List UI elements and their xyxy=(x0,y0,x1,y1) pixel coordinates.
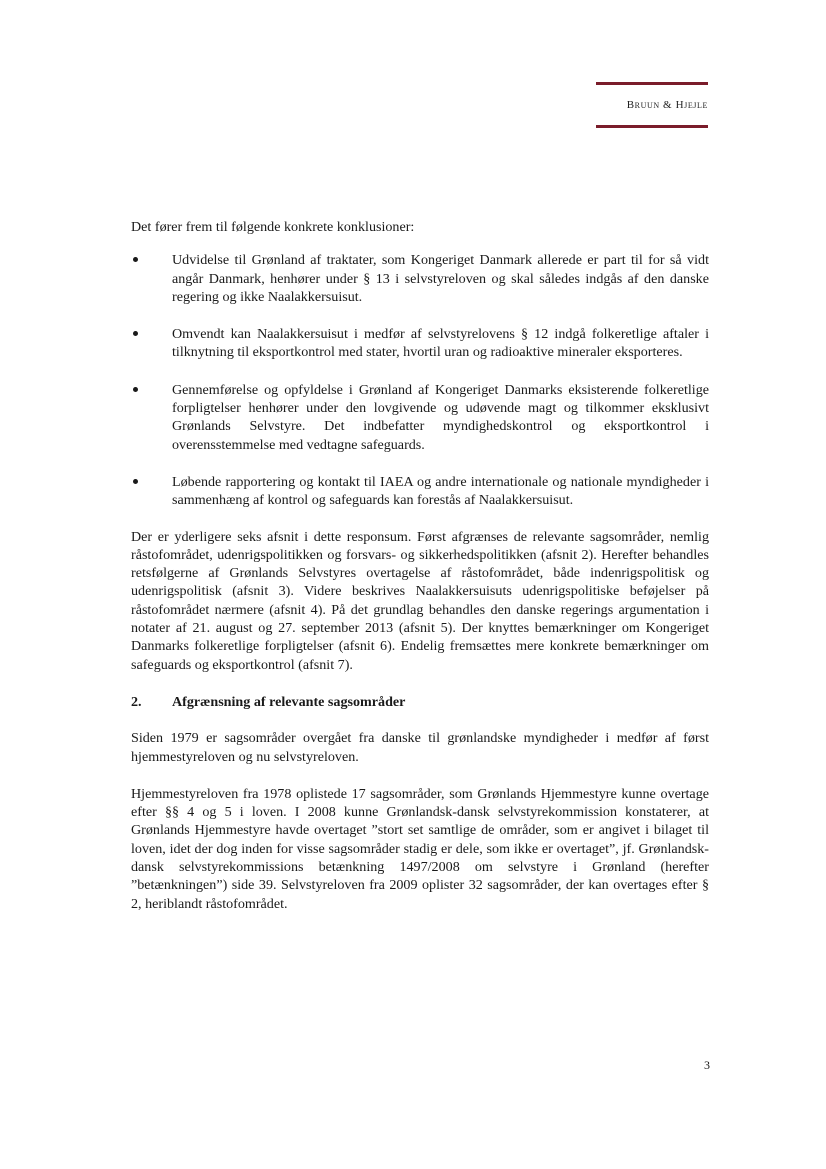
section-number: 2. xyxy=(131,693,142,710)
section-paragraph: Siden 1979 er sagsområder overgået fra danske til grønlandske myndigheder i medfør af først hjemmestyreloven og nu selvstyreloven. xyxy=(131,730,709,765)
conclusion-item: Gennemførelse og opfyldelse i Grønland af Kongeriget Danmarks eksisterende folkeretlige forpligtelser henhører under den lovgivende og udøvende magt og tilkommer eksklusivt Grønlands Selvstyre. Det indbefatter myndighedskontrol og eksportkontrol i overensstemmelse med vedtagne safeguards. xyxy=(131,381,709,454)
page-number: 3 xyxy=(704,1058,710,1072)
section-title: Afgrænsning af relevante sagsområder xyxy=(172,693,406,710)
letterhead-bottom-rule xyxy=(596,125,708,128)
conclusion-list xyxy=(131,251,709,509)
conclusion-item: Udvidelse til Grønland af traktater, som Kongeriget Danmark allerede er part til for så vidt angår Danmark, henhører under § 13 i selvstyreloven og skal således indgås af den danske regering og ikke Naalakkersuisut. xyxy=(131,251,709,306)
overview-paragraph: Der er yderligere seks afsnit i dette responsum. Først afgrænses de relevante sagsområder, nemlig råstofområdet, udenrigspolitikken og forsvars- og sikkerhedspolitikken (afsnit 2). Herefter behandles retsfølgerne af Grønlands Selvstyres overtagelse af råstofområdet, både indenrigspolitisk og udenrigspolitisk (afsnit 3). Videre beskrives Naalakkersuisuts udenrigspolitiske beføjelser på råstofområdet nærmere (afsnit 4). På det grundlag behandles den danske regerings argumentation i notater af 21. august og 27. september 2013 (afsnit 5). Der knyttes bemærkninger om Kongeriget Danmarks folkeretlige forpligtelser (afsnit 6). Endelig fremsættes mere konkrete bemærkninger om safeguards og eksportkontrol (afsnit 7). xyxy=(131,528,709,673)
letterhead xyxy=(596,82,708,128)
conclusion-item: Løbende rapportering og kontakt til IAEA og andre internationale og nationale myndigheder i sammenhæng af kontrol og safeguards kan forestås af Naalakkersuisut. xyxy=(131,473,709,510)
firm-name: Bruun & Hjejle xyxy=(626,99,708,111)
document-body xyxy=(131,218,709,913)
conclusion-item: Omvendt kan Naalakkersuisut i medfør af selvstyrelovens § 12 indgå folkeretlige aftaler i tilknytning til eksportkontrol med stater, hvortil uran og radioaktive mineraler eksporteres. xyxy=(131,325,709,362)
intro-paragraph: Det fører frem til følgende konkrete konklusioner: xyxy=(131,219,415,235)
section-heading xyxy=(131,693,709,711)
letterhead-top-rule xyxy=(596,82,708,85)
section-paragraph: Hjemmestyreloven fra 1978 oplistede 17 sagsområder, som Grønlands Hjemmestyre kunne overtage efter §§ 4 og 5 i loven. I 2008 kunne Grønlandsk-dansk selvstyrekommission konstaterer, at Grønlands Hjemmestyre havde overtaget ”stort set samtlige de områder, som er angivet i bilaget til loven, idet der dog inden for visse sagsområder stadig er dele, som ikke er overtaget”, jf. Grønlandsk-dansk selvstyrekommissions betænkning 1497/2008 om selvstyre i Grønland (herefter ”betænkningen”) side 39. Selvstyreloven fra 2009 oplister 32 sagsområder, der kan overtages efter § 2, heriblandt råstofområdet. xyxy=(131,785,709,912)
